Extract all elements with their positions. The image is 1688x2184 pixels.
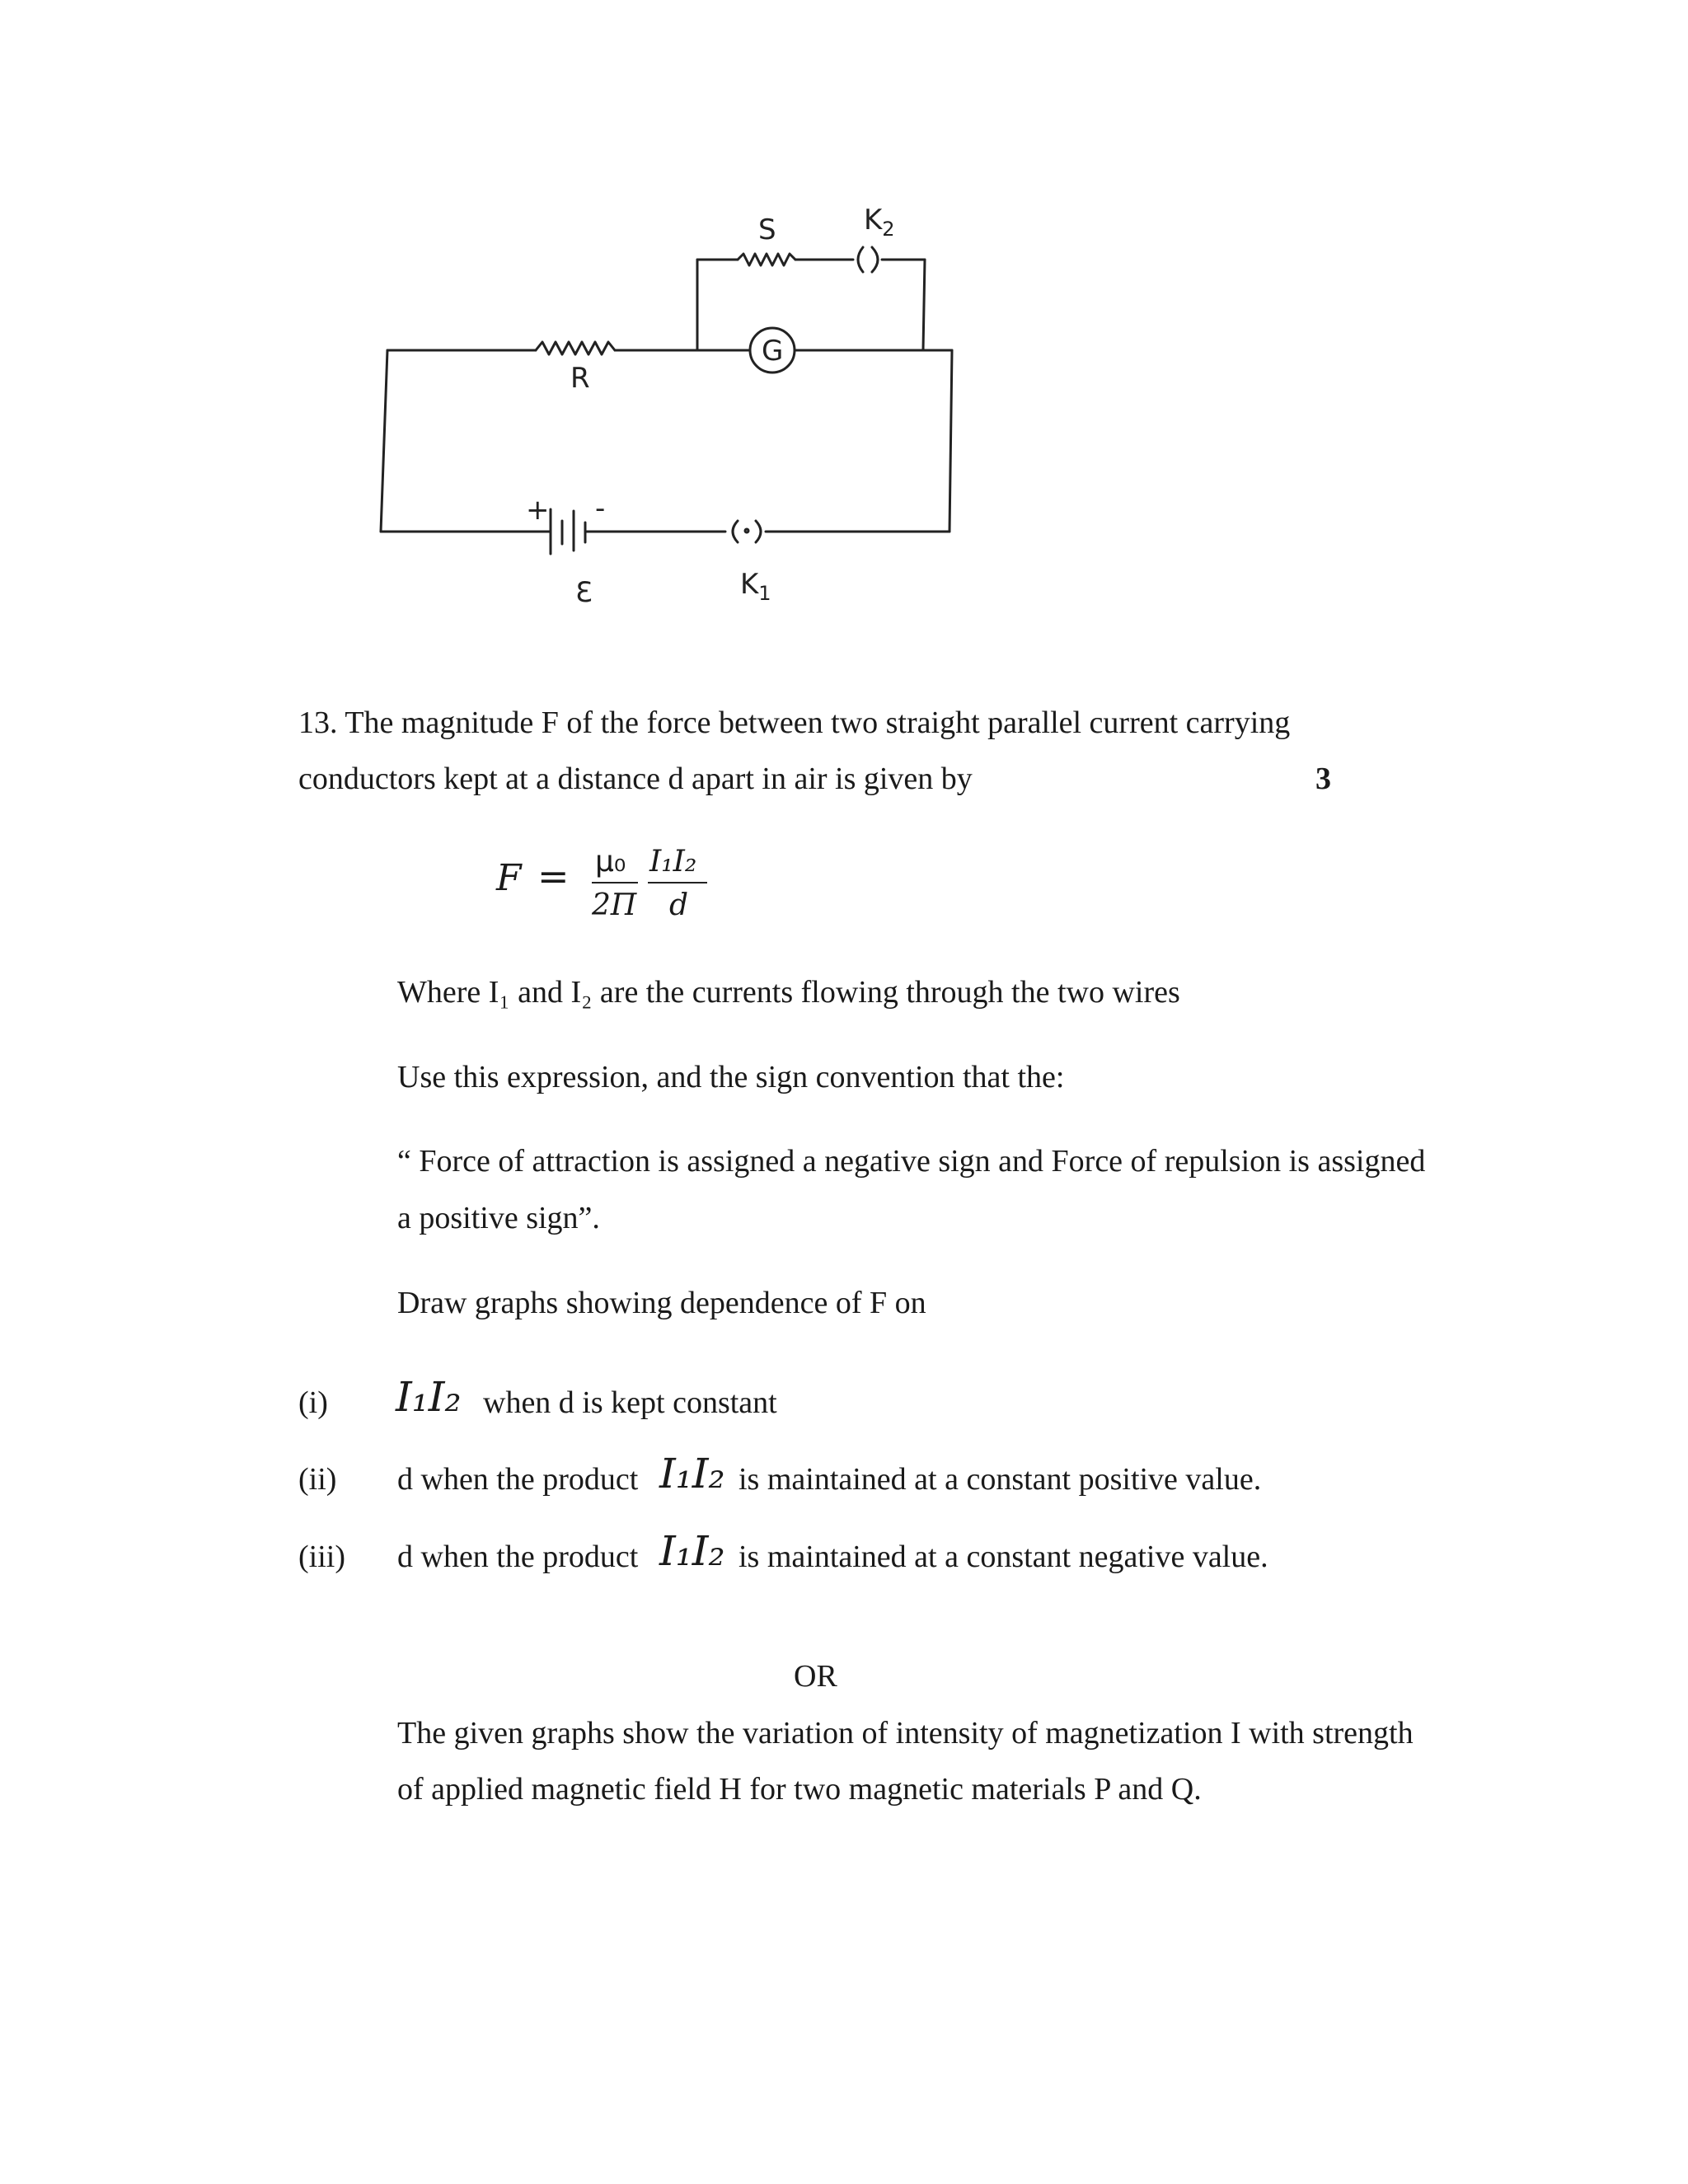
key-k1-right: [756, 521, 761, 542]
label-s: S: [758, 213, 776, 246]
formula-numerator-const: μ₀: [595, 845, 626, 879]
quote-line-1: “ Force of attraction is assigned a negative sign and Force of repulsion is assigned: [397, 1144, 1426, 1179]
label-k2: $K_2$: [864, 204, 895, 241]
label-minus: -: [595, 492, 606, 525]
item-text-post: is maintained at a constant negative value.: [738, 1540, 1268, 1574]
formula-equals: =: [537, 854, 570, 898]
item-math: I₁I₂: [659, 1527, 725, 1575]
item-text-post: when d is kept constant: [483, 1385, 777, 1420]
formula-lhs: F: [496, 857, 522, 899]
item-text-post: is maintained at a constant positive value.: [738, 1462, 1262, 1497]
resistor-s: [738, 254, 795, 265]
wire-right: [950, 350, 952, 532]
question-line-2: conductors kept at a distance d apart in air is given by: [298, 762, 973, 796]
label-r: R: [570, 362, 590, 395]
key-k1-dot: [745, 529, 748, 532]
or-separator: OR: [794, 1659, 837, 1694]
wire-shunt-right: [923, 260, 925, 350]
formula-numerator-var: I₁I₂: [649, 845, 697, 879]
key-k2-left: [858, 247, 863, 272]
item-num: (iii): [298, 1540, 345, 1574]
circuit-diagram: [363, 198, 973, 626]
where-line: Where I₁ and I₂ are the currents flowing through the two wires: [397, 975, 1180, 1010]
key-k1-left: [733, 521, 738, 542]
item-text-pre: d when the product: [397, 1540, 639, 1574]
item-num: (i): [298, 1385, 328, 1420]
resistor-r: [536, 342, 615, 354]
formula-fraction-bar-2: [648, 882, 707, 883]
item-num: (ii): [298, 1462, 337, 1497]
item-math: I₁I₂: [396, 1373, 462, 1421]
quote-line-2: a positive sign”.: [397, 1201, 600, 1235]
key-k2-right: [872, 247, 878, 272]
draw-line: Draw graphs showing dependence of F on: [397, 1286, 926, 1320]
formula-denominator-var: d: [669, 888, 689, 922]
item-math: I₁I₂: [659, 1450, 725, 1497]
wire-left: [381, 350, 387, 532]
question-line-1: 13. The magnitude F of the force between two straight parallel current carrying: [298, 705, 1291, 740]
alt-line-1: The given graphs show the variation of intensity of magnetization I with strength: [397, 1716, 1414, 1750]
item-text-pre: d when the product: [397, 1462, 639, 1497]
label-plus: +: [526, 494, 550, 527]
label-emf: Ɛ: [575, 576, 593, 609]
formula-denominator-const: 2Π: [592, 888, 637, 922]
alt-line-2: of applied magnetic field H for two magnetic materials P and Q.: [397, 1772, 1202, 1807]
question-marks: 3: [1315, 762, 1331, 796]
label-k1: $K_1$: [740, 568, 771, 605]
use-line: Use this expression, and the sign convention that the:: [397, 1060, 1065, 1094]
formula-fraction-bar-1: [592, 882, 638, 883]
label-g: G: [762, 335, 784, 368]
